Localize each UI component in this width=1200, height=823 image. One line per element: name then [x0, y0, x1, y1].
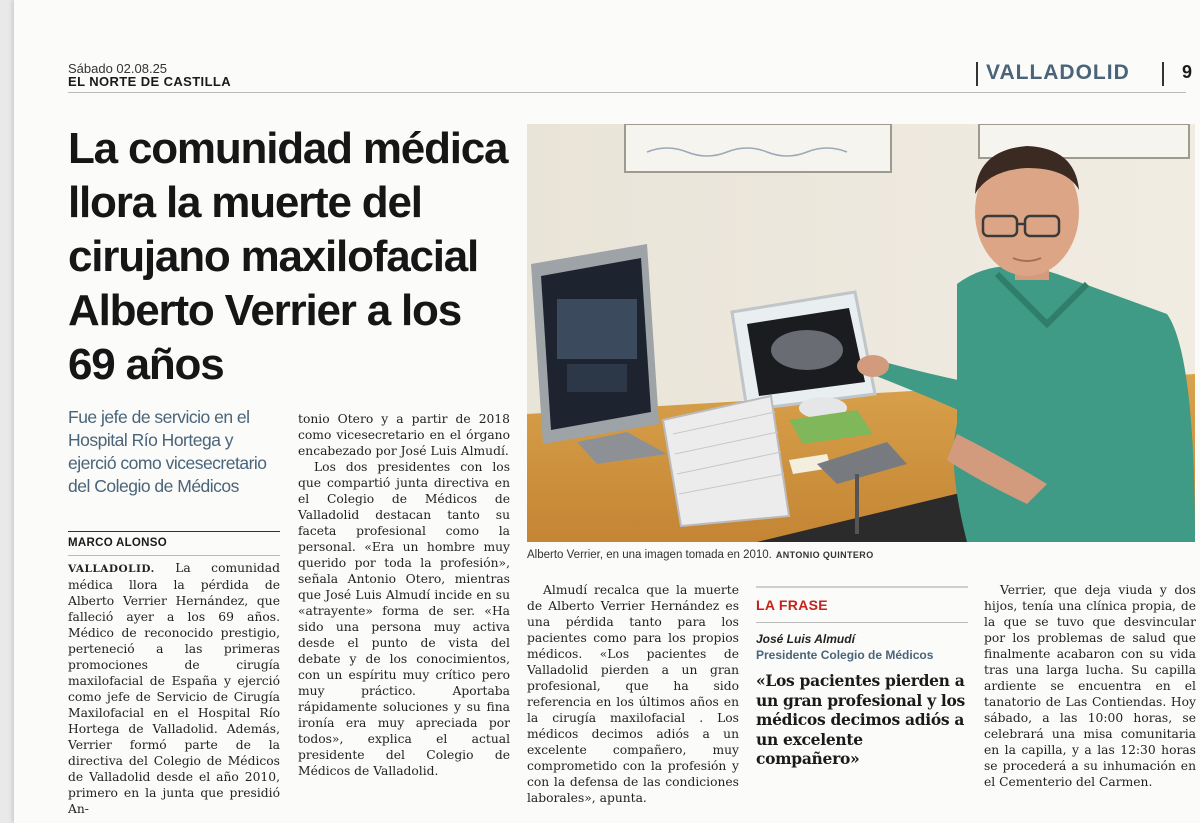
paragraph: Verrier, que deja viuda y dos hijos, tenía una clínica propia, de la que se tuvo que desvincular por los problemas de salud que finalmente acabaron con su vida tras una larga lucha. Su capilla ardiente se encuentra en el tanatorio de Las Contiendas. Hoy sábado, a las 10:00 horas, se celebrará una misa comunitaria en la capilla, y a las 12:30 horas se procederá a su inhumación en el Cementerio del Carmen. — [984, 583, 1196, 789]
subheadline: Fue jefe de servicio en el Hospital Río Hortega y ejerció como vicesecretario del Colegio de Médicos — [68, 407, 267, 496]
column-text: La comunidad médica llora la pérdida de Alberto Verrier Hernández, que falleció ayer a los 69 años. Médico de reconocido prestigio, perteneció a las primeras promociones de cirugía maxilofacial de España y ejerció como jefe de Servicio de Cirugía Maxilofacial en el Hospital Río Hortega de Valladolid. Además, Verrier formó parte de la directiva del Colegio de Médicos de Valladolid desde el año 2010, primero en la junta que presidió An- — [68, 561, 280, 816]
newspaper-name: EL NORTE DE CASTILLA — [68, 74, 232, 89]
headline: La comunidad médica llora la muerte del cirujano maxilofacial Alberto Verrier a los 69 años — [68, 124, 508, 389]
photo-credit: ANTONIO QUINTERO — [775, 550, 874, 560]
paragraph: Los dos presidentes con los que compartió junta directiva en el Colegio de Médicos de Valladolid destacan tanto su faceta profesional como la personal. «Era un hombre muy querido por toda la profesión», señala Antonio Otero, mientras que José Luis Almudí incide en su «atrayente» forma de ser. «Ha sido una persona muy activa desde el punto de vista del debate y de los conocimientos, con un espíritu muy crítico pero muy práctico. Aportaba rápidamente soluciones y su fina ironía era muy apreciada por todos», explica el actual presidente del Colegio de Médicos de Valladolid. — [298, 460, 510, 778]
quote-author: José Luis Almudí — [756, 632, 855, 646]
quote-box-rule — [756, 586, 968, 588]
quote-author-role: Presidente Colegio de Médicos — [756, 648, 934, 662]
quote-box-divider — [756, 622, 968, 623]
photo-caption — [527, 549, 874, 561]
section-divider — [976, 62, 978, 86]
section-name: VALLADOLID — [986, 61, 1130, 84]
section-divider — [1162, 62, 1164, 86]
article-column-3 — [527, 582, 739, 806]
article-column-1 — [68, 560, 280, 817]
byline: MARCO ALONSO — [68, 537, 168, 549]
paragraph: tonio Otero y a partir de 2018 como vicesecretario en el órgano encabezado por José Luis Almudí. — [298, 412, 510, 458]
page-number: 9 — [1182, 62, 1193, 82]
dateline: VALLADOLID. — [68, 563, 155, 575]
caption-text: Alberto Verrier, en una imagen tomada en 2010. — [527, 549, 772, 561]
paragraph: Almudí recalca que la muerte de Alberto Verrier Hernández es una pérdida tanto para los pacientes como para los propios médicos. «Los pacientes de Valladolid pierden a un gran profesional, que ha sido referencia en los últimos años en la cirugía maxilofacial . Los médicos decimos adiós a un excelente compañero, muy comprometido con la profesión y con la defensa de las condiciones laborales», apunta. — [527, 583, 739, 805]
article-column-4 — [984, 582, 1196, 790]
photo-illustration — [527, 124, 1195, 542]
byline-rule — [68, 531, 280, 532]
byline-rule — [68, 555, 280, 556]
article-column-2 — [298, 411, 510, 779]
quote-box-label: LA FRASE — [756, 597, 828, 613]
issue-date: Sábado 02.08.25 — [68, 61, 168, 76]
header-rule — [68, 92, 1186, 93]
article-photo — [527, 124, 1195, 542]
pull-quote: «Los pacientes pierden a un gran profesional y los médicos decimos adiós a un excelente compañero» — [756, 671, 965, 768]
